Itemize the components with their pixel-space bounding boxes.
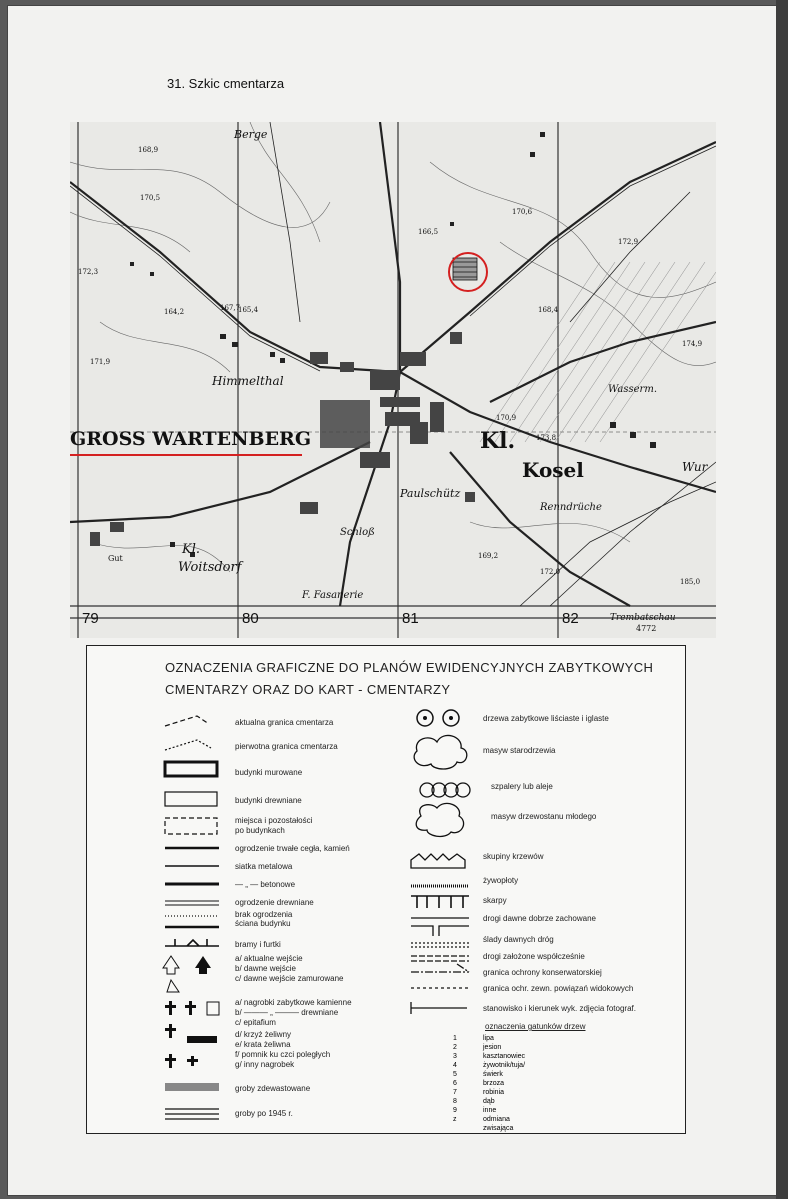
- elevation-label: 170,9: [496, 414, 517, 422]
- tree-row: [453, 1079, 505, 1088]
- elevation-label: 164,2: [164, 308, 185, 316]
- tree-row: [453, 1034, 494, 1043]
- tree-name: lipa: [483, 1035, 494, 1042]
- map-label-trembatschau-num: 4772: [636, 624, 657, 633]
- legend-left-item: aktualna granica cmentarza: [235, 718, 334, 727]
- legend-left-item: groby zdewastowane: [235, 1084, 311, 1093]
- map-label-gut: Gut: [108, 554, 123, 563]
- tree-name: inne: [483, 1107, 497, 1114]
- map-label-woitsdorf: Woitsdorf: [178, 560, 242, 575]
- tree-name: świerk: [483, 1071, 503, 1078]
- tree-name: kasztanowiec: [483, 1053, 526, 1060]
- elevation-label: 168,4: [538, 306, 559, 314]
- elevation-label: 172,9: [618, 238, 639, 246]
- elevation-label: 174,9: [682, 340, 703, 348]
- legend-right-item: żywopłoty: [483, 876, 519, 885]
- legend-left-item: miejsca i pozostałości: [235, 816, 313, 825]
- grid-number-82: 82: [562, 610, 579, 627]
- legend-left-item: c/ epitafium: [235, 1018, 276, 1027]
- elevation-label: 172,0: [540, 568, 561, 576]
- elevation-label: 173,8: [536, 434, 557, 442]
- tree-number: z: [453, 1116, 457, 1123]
- map-drawing: [70, 122, 716, 638]
- legend-left-item: ogrodzenie trwałe cegła, kamień: [235, 844, 350, 853]
- topographic-map: [70, 122, 716, 638]
- legend-left-item: b/ dawne wejście: [235, 964, 296, 973]
- map-label-kl: Kl.: [480, 428, 516, 454]
- legend-left-item: d/ krzyż żeliwny: [235, 1030, 292, 1039]
- map-label-paulschutz: Paulschütz: [400, 487, 461, 500]
- map-label-trembatschau: Trembatschau: [610, 613, 676, 623]
- elevation-label: 168,9: [138, 146, 159, 154]
- tree-number: 5: [453, 1071, 457, 1078]
- page-heading: 31. Szkic cmentarza: [167, 76, 285, 91]
- legend-left-item: a/ aktualne wejście: [235, 954, 303, 963]
- legend-left-item: po budynkach: [235, 826, 285, 835]
- tree-row: [453, 1097, 495, 1106]
- elevation-label: 166,5: [418, 228, 439, 236]
- tree-name: brzoza: [483, 1080, 505, 1087]
- elevation-label: 171,9: [90, 358, 111, 366]
- tree-number: 4: [453, 1062, 457, 1069]
- map-label-kosel: Kosel: [522, 458, 584, 482]
- tree-name: dąb: [483, 1098, 495, 1105]
- legend-left-item: c/ dawne wejście zamurowane: [235, 974, 344, 983]
- elevation-label: 167,7: [220, 304, 241, 312]
- map-label-wasserm: Wasserm.: [608, 384, 657, 395]
- legend-right-item: stanowisko i kierunek wyk. zdjęcia fotograf.: [483, 1004, 636, 1013]
- legend-left-item: groby po 1945 r.: [235, 1109, 293, 1118]
- elevation-label: 170,6: [512, 208, 533, 216]
- legend-right-item: granica ochrony konserwatorskiej: [483, 968, 602, 977]
- legend-left-item: e/ krata żeliwna: [235, 1040, 291, 1049]
- tree-name: jesion: [483, 1044, 502, 1051]
- map-label-wur: Wur: [682, 460, 708, 474]
- binding-edge: [776, 0, 788, 1199]
- legend-title-line2: CMENTARZY ORAZ DO KART - CMENTARZY: [165, 682, 451, 697]
- tree-row: [453, 1088, 505, 1097]
- tree-number: 8: [453, 1098, 457, 1105]
- legend-right-item: drogi założone współcześnie: [483, 952, 585, 961]
- tree-number: 2: [453, 1044, 457, 1051]
- tree-number: 1: [453, 1035, 457, 1042]
- elevation-label: 165,4: [238, 306, 259, 314]
- legend-left-item: budynki murowane: [235, 768, 303, 777]
- tree-name: żywotnik/tuja/: [483, 1062, 526, 1069]
- grid-number-79: 79: [82, 610, 99, 627]
- legend-left-item: brak ogrodzenia: [235, 910, 293, 919]
- legend-left-item: b/ ——— „ ——— drewniane: [235, 1008, 339, 1017]
- tree-name: robinia: [483, 1089, 505, 1096]
- elevation-label: 172,3: [78, 268, 99, 276]
- legend-right-item: skupiny krzewów: [483, 852, 544, 861]
- legend-left-item: — „ — betonowe: [235, 880, 296, 889]
- grid-number-80: 80: [242, 610, 259, 627]
- tree-row: [453, 1106, 497, 1115]
- legend-right-item: szpalery lub aleje: [491, 782, 553, 791]
- tree-name: odmiana zwisająca: [483, 1116, 514, 1132]
- legend-right-item: drogi dawne dobrze zachowane: [483, 914, 596, 923]
- map-label-gross-wartenberg: GROSS WARTENBERG: [70, 428, 312, 450]
- legend-left-item: f/ pomnik ku czci poległych: [235, 1050, 331, 1059]
- trees-header: oznaczenia gatunków drzew: [485, 1022, 586, 1031]
- map-label-renndruche: Renndrüche: [540, 502, 602, 513]
- legend-left-item: ściana budynku: [235, 919, 291, 928]
- tree-number: 3: [453, 1053, 457, 1060]
- legend-right-item: masyw starodrzewia: [483, 746, 556, 755]
- legend-right-item: drzewa zabytkowe liściaste i iglaste: [483, 714, 609, 723]
- legend-left-item: pierwotna granica cmentarza: [235, 742, 338, 751]
- legend-left-item: bramy i furtki: [235, 940, 281, 949]
- legend-right-item: granica ochr. zewn. powiązań widokowych: [483, 984, 634, 993]
- tree-number: 7: [453, 1089, 457, 1096]
- elevation-label: 185,0: [680, 578, 701, 586]
- tree-number: 9: [453, 1107, 457, 1114]
- tree-row: [453, 1070, 503, 1079]
- legend-panel: [86, 645, 686, 1134]
- legend-left-item: siatka metalowa: [235, 862, 293, 871]
- grid-number-81: 81: [402, 610, 419, 627]
- elevation-label: 169,2: [478, 552, 499, 560]
- tree-row: [453, 1043, 502, 1052]
- tree-row: [453, 1115, 514, 1132]
- legend-left-item: ogrodzenie drewniane: [235, 898, 314, 907]
- tree-row: [453, 1061, 526, 1070]
- elevation-label: 170,5: [140, 194, 161, 202]
- legend-right-item: skarpy: [483, 896, 507, 905]
- map-label-fasanerie: F. Fasanerie: [302, 590, 364, 601]
- legend-left-item: a/ nagrobki zabytkowe kamienne: [235, 998, 352, 1007]
- map-label-himmelthal: Himmelthal: [212, 374, 284, 388]
- map-label-schloss: Schloß: [340, 527, 375, 538]
- map-label-berge: Berge: [234, 128, 268, 141]
- legend-left-item: g/ inny nagrobek: [235, 1060, 295, 1069]
- legend-title-line1: OZNACZENIA GRAFICZNE DO PLANÓW EWIDENCYJNYCH ZABYTKOWYCH: [165, 660, 654, 675]
- tree-number: 6: [453, 1080, 457, 1087]
- map-label-kl-woitsdorf: Kl.: [182, 542, 201, 557]
- tree-row: [453, 1052, 526, 1061]
- legend-right-item: ślady dawnych dróg: [483, 935, 554, 944]
- legend-left-item: budynki drewniane: [235, 796, 302, 805]
- legend-right-item: masyw drzewostanu młodego: [491, 812, 597, 821]
